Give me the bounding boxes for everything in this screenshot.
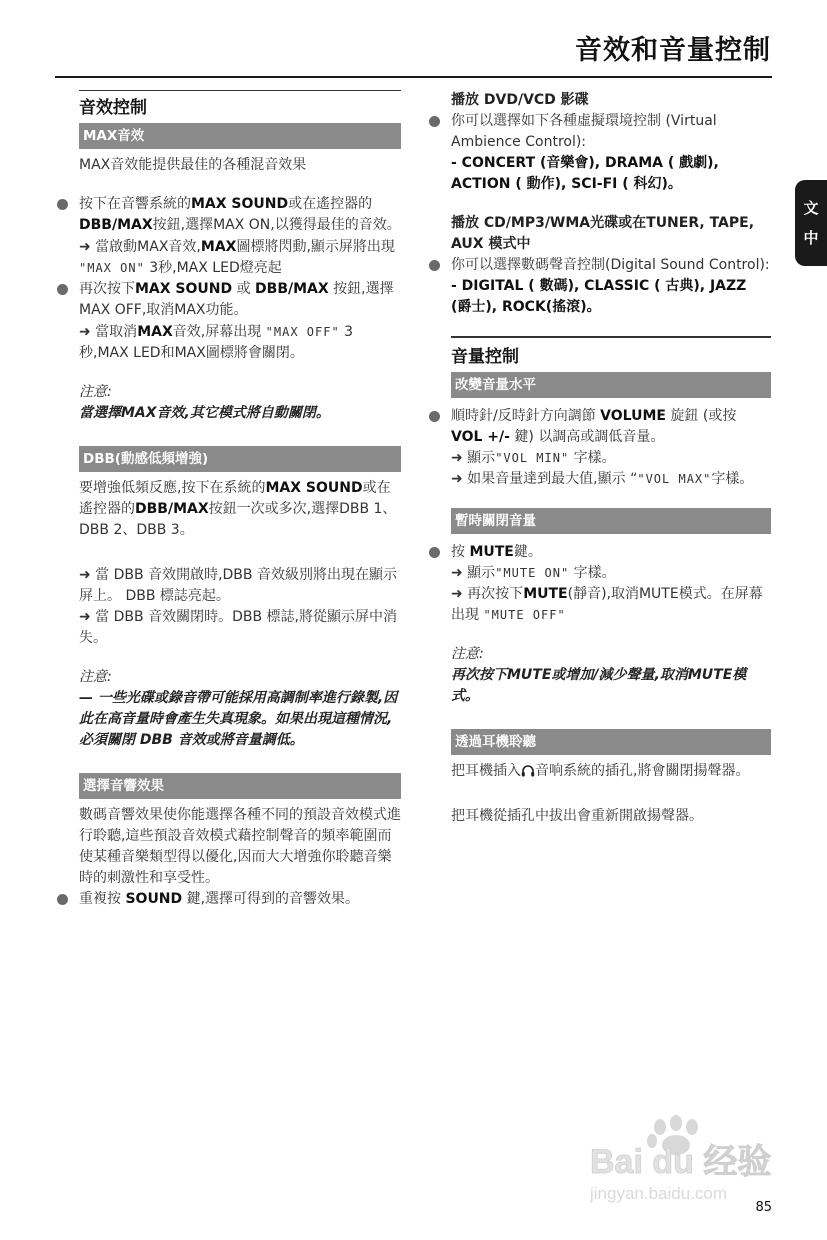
dbb-intro: 要增強低頻反應,按下在系統的MAX SOUND或在遙控器的DBB/MAX按鈕一次或多次,選擇DBB 1、DBB 2、DBB 3。 [79,480,397,538]
left-column [55,90,401,910]
lcd-vol-max: "VOL MAX" [637,471,712,486]
dvd-bullet: 你可以選擇如下各種虛擬環境控制 (Virtual Ambience Control): - CONCERT (音樂會), DRAMA ( 戲劇), ACTION ( 動作), SCI-FI ( 科幻)。 [427,111,771,195]
headphone-remove: 把耳機從插孔中拔出會重新開啟揚聲器。 [451,807,703,824]
volume-min-result: ➜ 顯示"VOL MIN" 字樣。 [451,449,616,466]
volume-max-result: ➜ 如果音量達到最大值,顯示 “"VOL MAX"字樣。 [451,470,754,487]
mute-note-body: 再次按下MUTE或增加/減少聲量,取消MUTE模式。 [451,666,747,704]
volume-bullet: 順時針/反時針方向調節 VOLUME 旋鈕 (或按 VOL +/- 鍵) 以調高或調低音量。 ➜ 顯示"VOL MIN" 字樣。 ➜ 如果音量達到最大值,顯示 “"VOL MAX"字樣。 [427,406,771,490]
dbb-bar: DBB(動感低頻增強) [79,446,401,472]
lcd-mute-off: "MUTE OFF" [483,607,566,622]
lcd-max-on: "MAX ON" [79,261,145,275]
cd-options: - DIGITAL ( 數碼), CLASSIC ( 古典), JAZZ (爵士), ROCK(搖滾)。 [451,278,747,315]
max-bullet-1: 按下在音響系統的MAX SOUND或在遙控器的DBB/MAX按鈕,選擇MAX ON,以獲得最佳的音效。 ➜ 當啟動MAX音效,MAX圖標將閃動,顯示屏將出現 "MAX ON" 3秒,MAX LED燈亮起 [55,194,401,279]
page-number: 85 [755,1200,772,1215]
dbb-note-label: 注意: [79,669,112,685]
lcd-max-off: "MAX OFF" [265,325,340,339]
dbb-on-result: ➜ 當 DBB 音效開啟時,DBB 音效級別將出現在顯示屏上。 DBB 標誌亮起。 [79,567,397,604]
max-bullet-2-result: ➜ 當取消MAX音效,屏幕出現 "MAX OFF" 3秒,MAX LED和MAX圖標將會關閉。 [79,324,354,361]
sound-effect-bar: 選擇音響效果 [79,773,401,799]
baidu-watermark-logo [588,1115,778,1205]
watermark-url: jingyan.baidu.com [590,1184,728,1203]
language-tab [795,180,827,266]
sound-effect-bullet: 重複按 SOUND 鍵,選擇可得到的音響效果。 [55,889,401,910]
mute-off-result: ➜ 再次按下MUTE(靜音),取消MUTE模式。在屏幕出現 "MUTE OFF" [451,585,763,623]
section-title-volume: 音量控制 [451,346,519,367]
mute-bullet: 按 MUTE鍵。 ➜ 顯示"MUTE ON" 字樣。 ➜ 再次按下MUTE(靜音),取消MUTE模式。在屏幕出現 "MUTE OFF" [427,542,771,626]
dvd-options: - CONCERT (音樂會), DRAMA ( 戲劇), ACTION ( 動作), SCI-FI ( 科幻)。 [451,155,719,192]
watermark-brand: Bai du 经验 [590,1143,772,1181]
headphone-bar: 透過耳機聆聽 [451,729,771,755]
headphone-icon [521,764,535,777]
right-column [427,90,771,827]
volume-level-bar: 改變音量水平 [451,372,771,398]
title-rule [55,76,772,78]
max-note-label: 注意: [79,384,112,400]
mute-bar: 暫時關閉音量 [451,508,771,534]
lcd-mute-on: "MUTE ON" [495,565,570,580]
lang-tab-char-1: 文 [803,199,819,217]
mute-on-result: ➜ 顯示"MUTE ON" 字樣。 [451,564,616,581]
mute-note-label: 注意: [451,645,484,662]
sound-effect-intro: 數碼音響效果使你能選擇各種不同的預設音效模式進行聆聽,這些預設音效模式藉控制聲音的頻率範圍而使某種音樂類型得以優化,因而大大增強你聆聽音樂時的刺激性和享受性。 [79,807,401,886]
lcd-vol-min: "VOL MIN" [495,450,570,465]
dbb-off-result: ➜ 當 DBB 音效關閉時。DBB 標誌,將從顯示屏中消失。 [79,609,397,646]
headphone-insert: 把耳機插入 音响系統的插孔,將會關閉揚聲器。 [451,762,750,779]
page-title: 音效和音量控制 [575,35,771,66]
max-bullet-2: 再次按下MAX SOUND 或 DBB/MAX 按鈕,選擇MAX OFF,取消MAX功能。 ➜ 當取消MAX音效,屏幕出現 "MAX OFF" 3秒,MAX LED和MAX圖標將會關閉。 [55,279,401,364]
max-bullet-1-result: ➜ 當啟動MAX音效,MAX圖標將閃動,顯示屏將出現 "MAX ON" 3秒,MAX LED燈亮起 [79,239,395,276]
dvd-heading: 播放 DVD/VCD 影碟 [451,92,589,108]
max-sound-bar: MAX音效 [79,123,401,149]
dbb-note-body: — 一些光碟或錄音帶可能採用高調制率進行錄製,因此在高音量時會產生失真現象。如果出現這種情況,必須關閉 DBB 音效或將音量調低。 [79,690,398,748]
lang-tab-char-2: 中 [803,229,819,247]
max-intro: MAX音效能提供最佳的各種混音效果 [79,157,307,173]
cd-bullet: 你可以選擇數碼聲音控制(Digital Sound Control): - DIGITAL ( 數碼), CLASSIC ( 古典), JAZZ (爵士), ROCK(搖滾)。 [427,255,771,318]
cd-heading: 播放 CD/MP3/WMA光碟或在TUNER, TAPE, AUX 模式中 [451,215,755,252]
max-note-body: 當選擇MAX音效,其它模式將自動關閉。 [79,405,330,421]
section-title-sound-control: 音效控制 [79,90,401,123]
